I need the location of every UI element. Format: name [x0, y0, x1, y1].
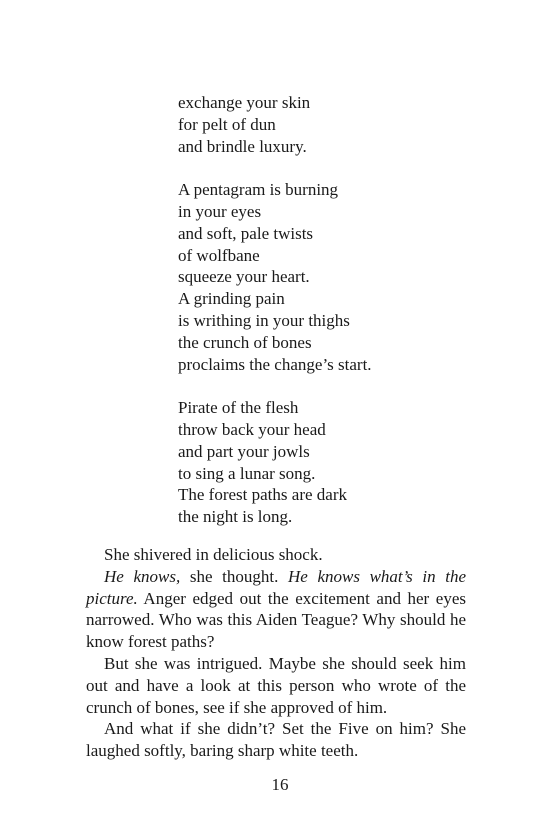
paragraph: [86, 718, 466, 762]
poem-line: is writhing in your thighs: [178, 310, 350, 330]
stanza-break: [178, 375, 478, 397]
poem-line: exchange your skin: [178, 93, 311, 112]
poem-line: and soft, pale twists: [178, 223, 314, 243]
poem-line: and part your jowls: [178, 441, 310, 461]
poem-line: proclaims the change’s start.: [178, 354, 372, 374]
paragraph-text: Anger edged out the excitement and her eyes narrowed. Who was this Aiden Teague? Why should he know forest paths?: [86, 588, 466, 652]
poem-stanza-1: [178, 92, 478, 157]
poem-line: A pentagram is burning: [178, 180, 339, 200]
poem-line: A grinding pain: [178, 289, 285, 309]
paragraph-text: She shivered in delicious shock.: [104, 545, 323, 564]
poem-line: Pirate of the flesh: [178, 398, 299, 418]
poem-line: to sing a lunar song.: [178, 463, 316, 483]
poem-line: the crunch of bones: [178, 332, 312, 352]
poem-line: The forest paths are dark: [178, 485, 347, 505]
paragraph-text: she thought.: [180, 566, 288, 586]
paragraph: [86, 653, 466, 718]
paragraph-text: And what if she didn’t? Set the Five on him? She laughed softly, baring sharp white teeth.: [86, 719, 466, 761]
poem-stanza-3: [178, 397, 478, 528]
italic-text: He knows what’s in the picture.: [86, 566, 467, 608]
paragraph: [86, 544, 466, 566]
paragraph-text: But she was intrigued. Maybe she should seek him out and have a look at this person who wrote of the crunch of bones, see if she approved of him.: [86, 653, 466, 717]
poem-line: in your eyes: [178, 201, 262, 221]
poem-line: and brindle luxury.: [178, 136, 307, 156]
poem-line: squeeze your heart.: [178, 267, 310, 287]
prose-body: [86, 544, 466, 762]
stanza-break: [178, 157, 478, 179]
poem-line: throw back your head: [178, 419, 326, 439]
italic-text: He knows,: [104, 566, 181, 586]
poem-line: of wolfbane: [178, 245, 260, 265]
poem-line: for pelt of dun: [178, 114, 276, 134]
poem: [178, 92, 478, 528]
page-number: 16: [271, 775, 289, 794]
poem-line: the night is long.: [178, 507, 293, 527]
paragraph: [86, 566, 466, 653]
poem-stanza-2: [178, 179, 478, 375]
